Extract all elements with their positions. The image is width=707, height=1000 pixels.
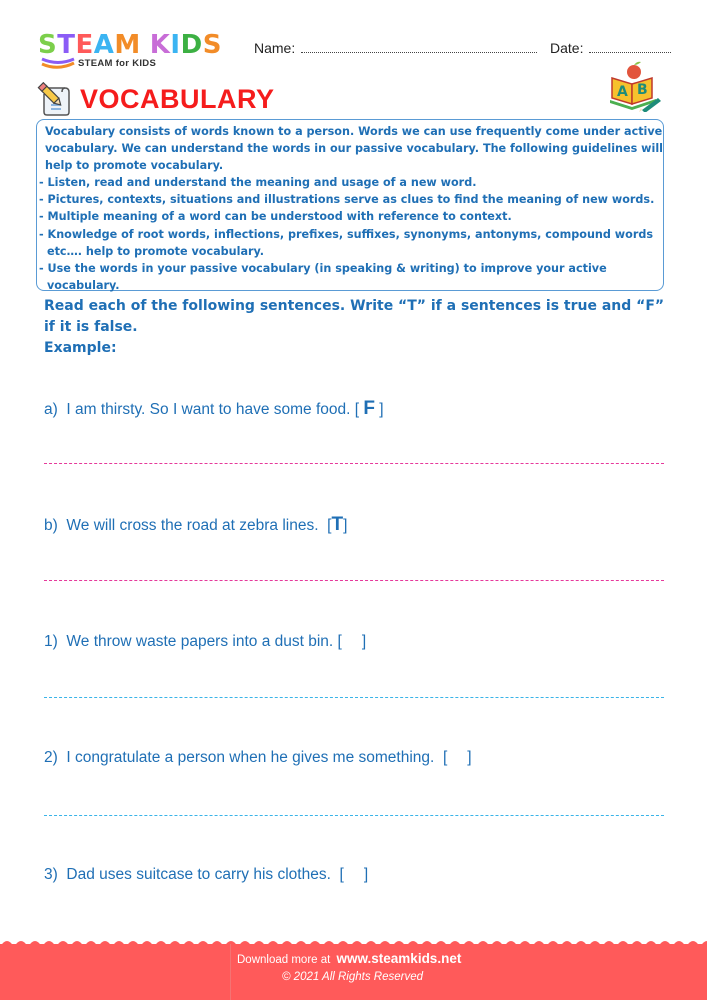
question-2 xyxy=(44,749,472,767)
divider-line xyxy=(44,463,664,464)
question-text: We throw waste papers into a dust bin. xyxy=(66,633,334,650)
name-field[interactable] xyxy=(254,40,537,56)
info-guideline: - Multiple meaning of a word can be understood with reference to context. xyxy=(39,210,512,224)
question-text: We will cross the road at zebra lines. xyxy=(66,517,319,534)
answer-box: F xyxy=(363,398,375,419)
question-label: 3) xyxy=(44,866,58,883)
logo-letter: S xyxy=(38,30,58,60)
logo-letter: K xyxy=(149,30,171,60)
instruction-text: Read each of the following sentences. Write “T” if a sentences is true and “F” if it is false. xyxy=(44,298,665,335)
footer-download-prefix: Download more at xyxy=(237,954,331,966)
info-guideline: - Knowledge of root words, inflections, prefixes, suffixes, synonyms, antonyms, compound words xyxy=(39,227,654,241)
info-line: Vocabulary consists of words known to a person. Words we can use frequently come under active xyxy=(45,125,663,138)
question-text: I congratulate a person when he gives me something. xyxy=(66,749,435,766)
divider-line xyxy=(44,815,664,816)
pencil-scroll-icon xyxy=(37,82,73,118)
bracket-close: ] xyxy=(361,633,367,650)
question-label: a) xyxy=(44,401,58,418)
logo-subtitle: STEAM for KIDS xyxy=(78,58,157,69)
question-label: b) xyxy=(44,517,58,534)
example-label: Example: xyxy=(44,340,117,356)
svg-text:B: B xyxy=(637,82,648,98)
logo-letter: A xyxy=(93,30,115,60)
logo-letter: I xyxy=(170,30,181,60)
question-3 xyxy=(44,866,368,884)
info-guideline-cont: vocabulary. xyxy=(47,278,120,292)
name-blank[interactable] xyxy=(301,41,537,53)
name-label: Name: xyxy=(254,40,296,56)
bracket-open: [ xyxy=(337,633,342,650)
bracket-open: [ xyxy=(327,517,332,534)
question-a xyxy=(44,398,384,420)
bracket-close: ] xyxy=(343,517,348,534)
logo-letter: S xyxy=(202,30,222,60)
answer-box: T xyxy=(331,514,344,535)
info-line: vocabulary. We can understand the words in our passive vocabulary. The following guidelines will xyxy=(45,142,663,156)
logo-letter: D xyxy=(180,30,203,60)
info-guideline: - Use the words in your passive vocabulary (in speaking & writing) to improve your active xyxy=(39,261,607,275)
bracket-open: [ xyxy=(354,401,364,418)
question-1 xyxy=(44,633,366,651)
date-field[interactable] xyxy=(550,40,671,56)
date-blank[interactable] xyxy=(589,41,671,53)
info-guideline: - Pictures, contexts, situations and illustrations serve as clues to find the meaning of new words. xyxy=(39,193,655,207)
info-guideline-cont: etc…. help to promote vocabulary. xyxy=(47,244,265,258)
bracket-close: ] xyxy=(467,749,472,766)
divider-line xyxy=(44,580,664,581)
info-guideline: - Listen, read and understand the meaning and usage of a new word. xyxy=(39,176,477,190)
svg-text:A: A xyxy=(617,84,628,100)
footer-url-link[interactable]: www.steamkids.net xyxy=(336,951,462,966)
page-title: VOCABULARY xyxy=(80,84,275,114)
logo-letter: E xyxy=(75,30,94,60)
bracket-open: [ xyxy=(339,866,344,883)
logo-title xyxy=(38,32,238,58)
bracket-open: [ xyxy=(442,749,448,766)
steam-kids-logo xyxy=(38,32,238,72)
abc-book-icon xyxy=(604,60,664,112)
question-label: 1) xyxy=(44,633,58,650)
footer-divider xyxy=(230,944,231,1000)
bracket-close: ] xyxy=(379,401,384,418)
question-b xyxy=(44,514,347,536)
footer-copyright: © 2021 All Rights Reserved xyxy=(282,971,424,983)
question-text: I am thirsty. So I want to have some food. xyxy=(66,401,351,418)
vocabulary-info-box xyxy=(36,119,664,291)
question-label: 2) xyxy=(44,749,58,766)
question-text: Dad uses suitcase to carry his clothes. xyxy=(66,866,331,883)
info-line: help to promote vocabulary. xyxy=(45,159,224,173)
logo-letter: M xyxy=(114,30,141,60)
divider-line xyxy=(44,697,664,698)
date-label: Date: xyxy=(550,40,584,56)
swoosh-icon xyxy=(40,56,76,70)
footer-download xyxy=(237,951,461,966)
logo-letter: T xyxy=(57,30,76,60)
bracket-close: ] xyxy=(363,866,369,883)
